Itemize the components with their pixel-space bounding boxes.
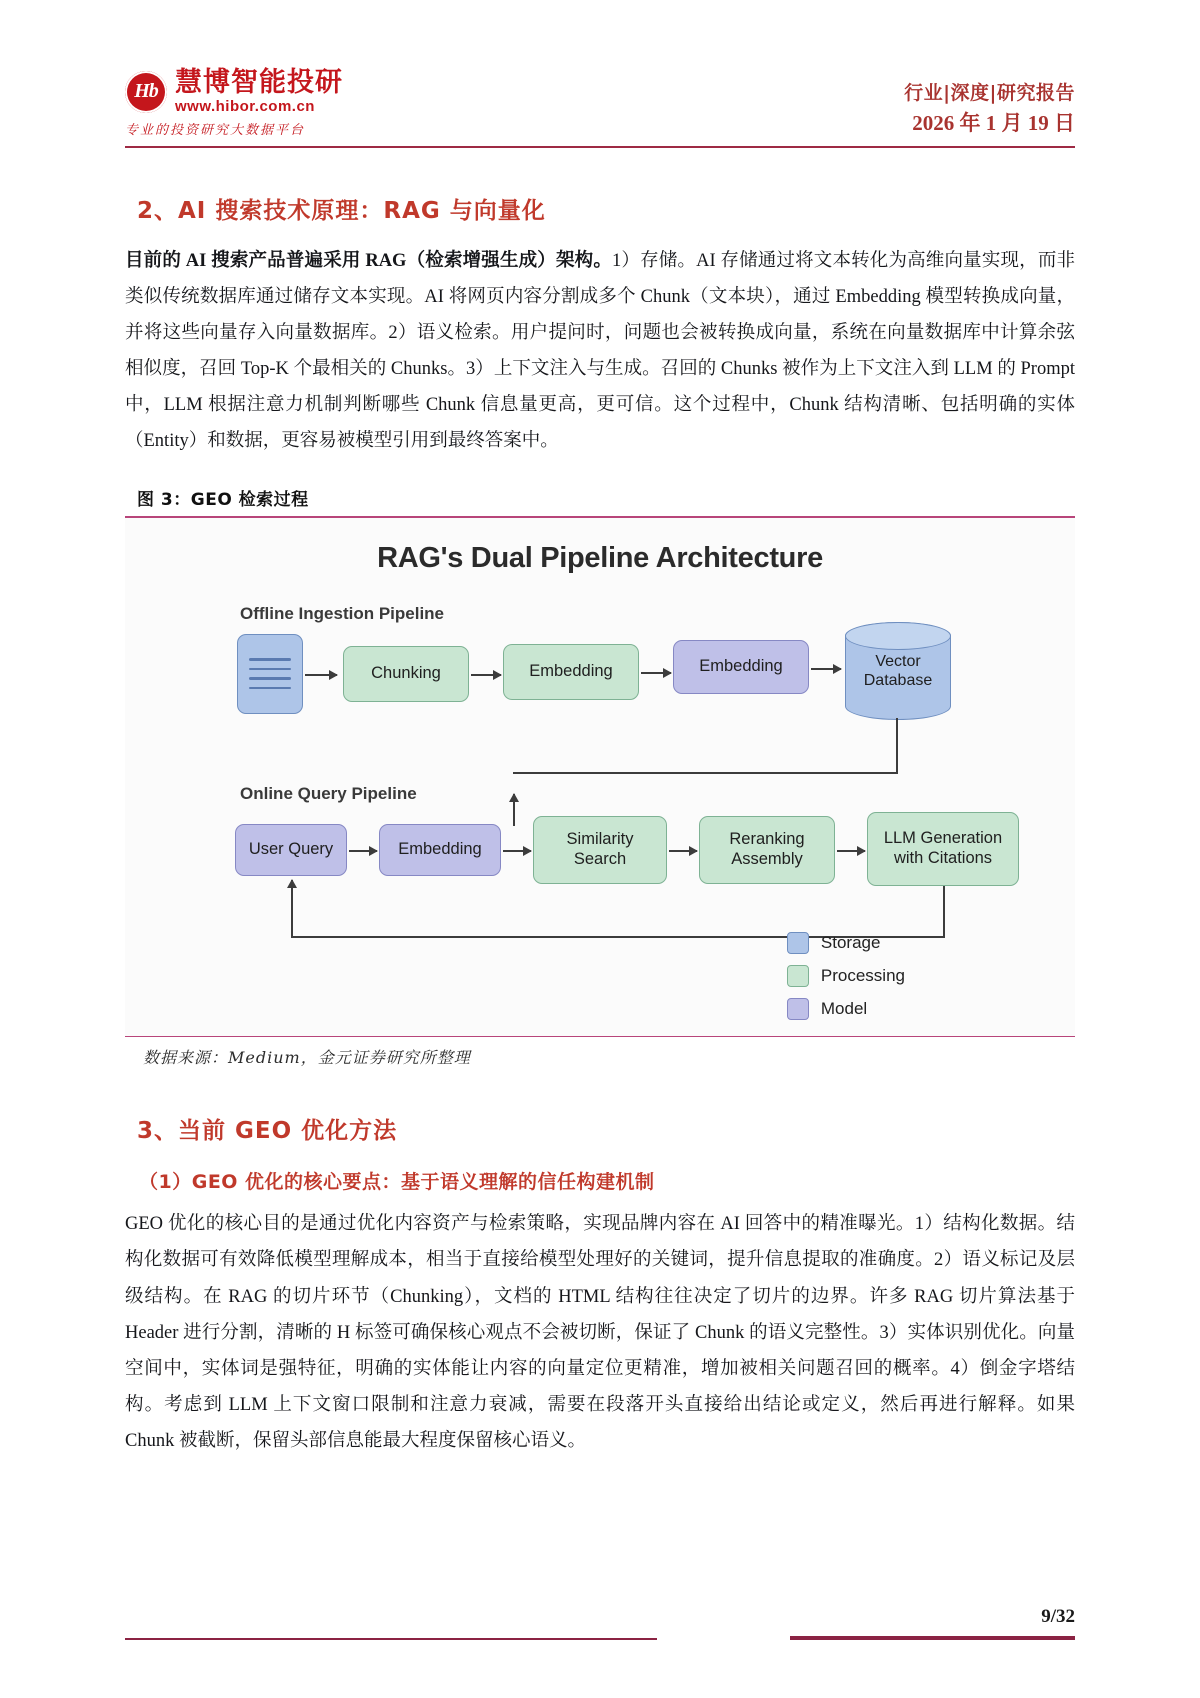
- connector-vectordb-to-similarity: [513, 794, 515, 826]
- section-3-paragraph: GEO 优化的核心目的是通过优化内容资产与检索策略，实现品牌内容在 AI 回答中的精准曝光。1）结构化数据。结构化数据可有效降低模型理解成本，相当于直接给模型处理好的关键词，提升信息提取的准确度。2）语义标记及层级结构。在 RAG 的切片环节（Chunking），文档的 HTML 结构往往决定了切片的边界。许多 RAG 切片算法基于 Header 进行分割，清晰的 H 标签可确保核心观点不会被切断，保证了 Chunk 的语义完整性。3）实体识别优化。向量空间中，实体词是强特征，明确的实体能让内容的向量定位更精准，增加被相关问题召回的概率。4）倒金字塔结构。考虑到 LLM 上下文窗口限制和注意力衰减，需要在段落开头直接给出结论或定义，然后再进行解释。如果 Chunk 被截断，保留头部信息能最大程度保留核心语义。: [125, 1214, 1075, 1451]
- section-3-heading: 3、当前 GEO 优化方法: [137, 1118, 398, 1145]
- offline-pipeline-label: Offline Ingestion Pipeline: [240, 603, 445, 623]
- legend-label-model: Model: [820, 998, 868, 1018]
- legend-label-storage: Storage: [820, 932, 881, 952]
- legend-label-processing: Processing: [820, 965, 905, 985]
- rag-architecture-diagram: [125, 536, 1075, 1026]
- section-3-subheading: （1）GEO 优化的核心要点：基于语义理解的信任构建机制: [139, 1171, 655, 1194]
- arrow-similarity-to-reranking: [669, 850, 697, 852]
- page-footer: [125, 1606, 1075, 1642]
- diagram-node-query-embedding: Embedding: [379, 824, 501, 876]
- brand-row: [125, 66, 343, 116]
- feedback-down-from-llm: [943, 886, 945, 936]
- hibor-logo-icon: Hb: [125, 71, 167, 113]
- brand-text: [175, 66, 343, 116]
- legend-item-storage: [787, 932, 905, 954]
- report-date: 2026 年 1 月 19 日: [912, 110, 1075, 135]
- diagram-node-llm-generation: [867, 812, 1019, 886]
- brand-name: 慧博智能投研: [175, 66, 343, 98]
- figure-bottom-rule: [125, 1036, 1075, 1038]
- diagram-node-embedding-model: Embedding: [673, 640, 809, 694]
- figure-title: 图 3：GEO 检索过程: [137, 490, 309, 511]
- diagram-node-user-query: User Query: [235, 824, 347, 876]
- section-2-heading: 2、AI 搜索技术原理：RAG 与向量化: [137, 198, 546, 224]
- header-meta: [904, 82, 1075, 138]
- page-number: 9/32: [1041, 1606, 1075, 1627]
- similarity-search-label: Similarity Search: [566, 830, 634, 868]
- brand-block: [125, 66, 343, 138]
- legend-item-processing: [787, 965, 905, 987]
- document-lines-icon: [237, 634, 303, 714]
- cylinder-top-ellipse: [845, 622, 951, 650]
- footer-rule-left: [125, 1638, 657, 1640]
- arrow-doc-to-chunking: [305, 674, 337, 676]
- diagram-legend: [787, 932, 905, 1020]
- figure-body: [125, 518, 1075, 1036]
- header-divider: [125, 146, 1075, 148]
- arrow-query-to-embedding: [349, 850, 377, 852]
- diagram-node-similarity-search: [533, 816, 667, 884]
- section-2-paragraph: [125, 243, 1075, 459]
- page-header: [125, 0, 1075, 138]
- reranking-assembly-label: Reranking Assembly: [729, 830, 805, 868]
- diagram-node-vector-database: Vector Database: [845, 622, 951, 720]
- legend-swatch-processing: [787, 965, 809, 987]
- connector-vectordb-down: [896, 718, 898, 772]
- figure-source: 数据来源：Medium，金元证券研究所整理: [143, 1048, 471, 1068]
- connector-vectordb-across: [513, 772, 898, 774]
- section-2-lead: 目前的 AI 搜索产品普遍采用 RAG（检索增强生成）架构。: [125, 251, 612, 271]
- arrow-chunking-to-embedding: [471, 674, 501, 676]
- brand-tagline: 专业的投资研究大数据平台: [125, 123, 306, 138]
- arrow-model-to-vectordb: [811, 668, 841, 670]
- section-2-body: 1）存储。AI 存储通过将文本转化为高维向量实现，而非类似传统数据库通过储存文本实现。AI 将网页内容分割成多个 Chunk（文本块），通过 Embedding 模型转换成向量，并将这些向量存入向量数据库。2）语义检索。用户提问时，问题也会被转换成向量，系统在向量数据库中计算余弦相似度，召回 Top-K 个最相关的 Chunks。3）上下文注入与生成。召回的 Chunks 被作为上下文注入到 LLM 的 Prompt 中，LLM 根据注意力机制判断哪些 Chunk 信息量更高，更可信。这个过程中，Chunk 结构清晰、包括明确的实体（Entity）和数据，更容易被模型引用到最终答案中。: [125, 251, 1076, 452]
- footer-divider: [125, 1636, 1075, 1642]
- brand-url: www.hibor.com.cn: [175, 98, 315, 116]
- footer-rule-right: [790, 1636, 1075, 1640]
- online-pipeline-label: Online Query Pipeline: [240, 783, 417, 803]
- arrow-reranking-to-llm: [837, 850, 865, 852]
- diagram-node-chunking: Chunking: [343, 646, 469, 702]
- diagram-title: RAG's Dual Pipeline Architecture: [377, 541, 823, 574]
- arrow-embedding-to-similarity: [503, 850, 531, 852]
- diagram-node-reranking-assembly: [699, 816, 835, 884]
- feedback-up-to-user-query: [291, 880, 293, 938]
- legend-swatch-model: [787, 998, 809, 1020]
- llm-generation-label: LLM Generation with Citations: [883, 829, 1003, 867]
- legend-swatch-storage: [787, 932, 809, 954]
- diagram-node-embedding-processing: Embedding: [503, 644, 639, 700]
- report-kind: 行业|深度|研究报告: [904, 82, 1075, 104]
- arrow-embedding-to-model: [641, 672, 671, 674]
- legend-item-model: [787, 998, 905, 1020]
